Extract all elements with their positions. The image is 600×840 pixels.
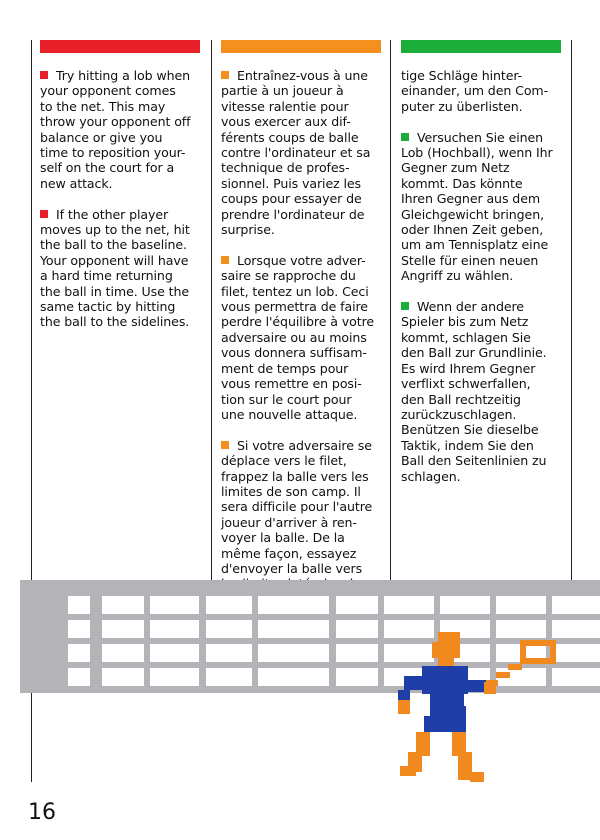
racket-part	[526, 658, 556, 664]
text-line: sionnel. Puis variez les	[221, 175, 362, 191]
text-line: contre l'ordinateur et sa	[221, 145, 371, 161]
shirt-part	[430, 694, 464, 706]
text-line: einander, um den Com-	[401, 83, 549, 99]
text-line: voyer la balle. De la	[221, 530, 345, 546]
text-line: den Ball rechtzeitig	[401, 391, 521, 407]
text-line: partie à un joueur à	[221, 83, 344, 99]
text-line: perdre l'équilibre à votre	[221, 314, 375, 330]
text-line: balance or give you	[40, 129, 163, 145]
text-line: vitesse ralentie pour	[221, 98, 349, 114]
head-part	[438, 658, 454, 666]
text-line: Ball den Seitenlinien zu	[401, 453, 547, 469]
page-number: 16	[28, 800, 56, 825]
text-line: Try hitting a lob when	[56, 68, 191, 83]
shirt-part	[398, 690, 410, 700]
text-line: Spieler bis zum Netz	[401, 314, 529, 330]
text-line: d'envoyer la balle vers	[221, 560, 363, 576]
text-line: technique de profes-	[221, 160, 350, 176]
text-line: Ihren Gegner aus dem	[401, 191, 541, 207]
shorts-part	[424, 716, 438, 732]
text-line: Gegner zum Netz	[401, 160, 510, 176]
text-line: joueur d'arriver à ren-	[221, 514, 357, 530]
text-line: schlagen.	[401, 468, 461, 484]
text-line: den Ball zur Grundlinie.	[401, 345, 547, 361]
head-part	[438, 632, 460, 642]
text-line: saire se rapproche du	[221, 268, 356, 284]
shirt-part	[404, 676, 424, 690]
text-line: Entraînez-vous à une	[237, 68, 368, 83]
text-line: Gleichgewicht bringen,	[401, 206, 544, 222]
text-line: Angriff zu wählen.	[401, 268, 514, 284]
text-line: Your opponent will have	[40, 252, 189, 268]
shirt-part	[466, 680, 486, 692]
leg-part	[470, 772, 484, 782]
text-line: Si votre adversaire se	[237, 437, 372, 453]
text-line: Wenn der andere	[417, 299, 524, 315]
text-line: oder Ihnen Zeit geben,	[401, 222, 544, 238]
text-line: puter zu überlisten.	[401, 98, 523, 114]
leg-part	[458, 752, 472, 780]
racket-part	[550, 646, 556, 660]
text-line: the ball to the baseline.	[40, 237, 187, 253]
text-line: same tactic by hitting	[40, 299, 176, 315]
text-line: sera difficile pour l'autre	[221, 499, 373, 515]
racket-part	[520, 640, 556, 646]
text-line: your opponent comes	[40, 83, 176, 99]
text-line: même façon, essayez	[221, 545, 357, 561]
arm-part	[398, 700, 410, 714]
text-line: frappez la balle vers les	[221, 468, 369, 484]
racket-part	[508, 664, 522, 670]
text-line: coups pour essayer de	[221, 191, 362, 207]
text-line: time to reposition your-	[40, 145, 186, 161]
text-line: to the net. This may	[40, 98, 166, 114]
racket-part	[496, 672, 510, 678]
racket-part	[520, 646, 526, 664]
leg-part	[400, 766, 416, 776]
text-line: kommt, schlagen Sie	[401, 329, 531, 345]
text-line: a hard time returning	[40, 268, 173, 284]
text-line: the ball to the sidelines.	[40, 314, 190, 330]
text-line: tige Schläge hinter-	[401, 68, 523, 83]
text-line: Stelle für einen neuen	[401, 252, 539, 268]
text-line: Es wird Ihrem Gegner	[401, 360, 536, 376]
text-line: férents coups de balle	[221, 129, 359, 145]
text-line: prendre l'ordinateur de	[221, 206, 365, 222]
text-line: vous exercer aux dif-	[221, 114, 351, 130]
text-line: une nouvelle attaque.	[221, 406, 358, 422]
head-part	[432, 642, 460, 658]
text-line: If the other player	[56, 206, 169, 222]
text-line: vous permettra de faire	[221, 299, 368, 315]
text-line: Lorsque votre adver-	[237, 252, 366, 268]
text-line: déplace vers le filet,	[221, 453, 347, 469]
text-line: self on the court for a	[40, 160, 175, 176]
text-line: zurückzuschlagen.	[401, 406, 517, 422]
text-line: limites de son camp. Il	[221, 483, 361, 499]
text-line: kommt. Das könnte	[401, 175, 523, 191]
text-line: um am Tennisplatz eine	[401, 237, 549, 253]
text-line: tion sur le court pour	[221, 391, 352, 407]
text-line: the ball in time. Use the	[40, 283, 190, 299]
text-line: verflixt schwerfallen,	[401, 376, 531, 392]
text-line: Versuchen Sie einen	[417, 129, 544, 145]
text-line: Taktik, indem Sie den	[401, 437, 534, 453]
text-line: moves up to the net, hit	[40, 222, 190, 238]
text-line: ment de temps pour	[221, 360, 349, 376]
text-line: Lob (Hochball), wenn Ihr	[401, 145, 553, 161]
text-line: new attack.	[40, 175, 113, 191]
text-line: adversaire ou au moins	[221, 329, 367, 345]
text-line: throw your opponent off	[40, 114, 191, 130]
text-line: vous remettre en posi-	[221, 376, 362, 392]
text-line: vous donnera suffisam-	[221, 345, 367, 361]
text-line: surprise.	[221, 222, 275, 238]
text-line: filet, tentez un lob. Ceci	[221, 283, 369, 299]
arm-part	[484, 682, 496, 694]
text-line: Benützen Sie dieselbe	[401, 422, 539, 438]
shirt-part	[422, 666, 468, 694]
